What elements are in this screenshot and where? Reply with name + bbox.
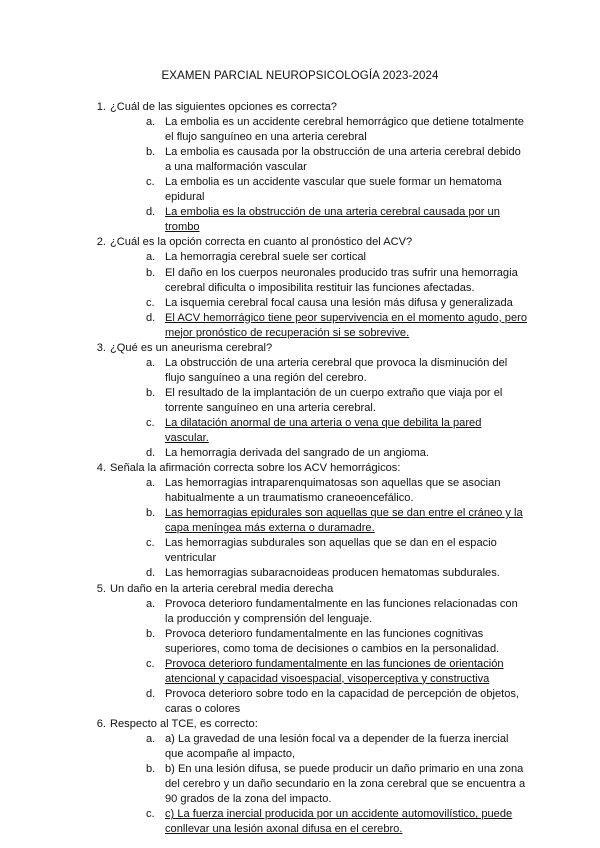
option-text: La obstrucción de una arteria cerebral que provoca la disminución del flujo sanguíneo a una región del cerebro. — [165, 356, 508, 384]
option-text: La isquemia cerebral focal causa una lesión más difusa y generalizada — [165, 296, 513, 309]
option-text: La embolia es un accidente cerebral hemorrágico que detiene totalmente el flujo sanguíneo en una arteria cerebral — [165, 116, 524, 144]
answer-option — [110, 386, 528, 416]
answer-option — [110, 205, 528, 235]
option-letter: d. — [146, 567, 156, 580]
answer-options — [110, 356, 528, 461]
option-letter: c. — [146, 296, 155, 309]
option-letter: a. — [146, 597, 156, 610]
answer-option — [110, 506, 528, 536]
option-text: La embolia es un accidente vascular que suele formar un hematoma epidural — [165, 176, 502, 204]
question-text: ¿Qué es un aneurisma cerebral? — [110, 341, 273, 354]
answer-option — [110, 115, 528, 145]
question-number: 6. — [96, 717, 106, 730]
answer-option — [110, 657, 528, 687]
option-text: Provoca deterioro sobre todo en la capacidad de percepción de objetos, caras o colores — [165, 687, 520, 715]
option-letter: c. — [146, 657, 155, 670]
exam-title: EXAMEN PARCIAL NEUROPSICOLOGÍA 2023-2024 — [161, 70, 439, 82]
answer-option — [110, 311, 528, 341]
answer-option — [110, 145, 528, 175]
option-letter: a. — [146, 251, 156, 264]
answer-options — [110, 732, 528, 837]
option-letter: c. — [146, 416, 155, 429]
answer-option — [110, 446, 528, 461]
option-text: Las hemorragias subaracnoideas producen hematomas subdurales. — [165, 567, 500, 580]
correct-answer-text: Las hemorragias epidurales son aquellas que se dan entre el cráneo y la capa meníngea más externa o duramadre. — [165, 507, 523, 535]
option-text: b) En una lesión difusa, se puede producir un daño primario en una zona del cerebro y un daño secundario en la zona cerebral que se encuentra a 90 grados de la zona del impacto. — [165, 763, 526, 806]
answer-options — [110, 115, 528, 235]
option-letter: b. — [146, 763, 156, 776]
correct-answer-text: La dilatación anormal de una arteria o vena que debilita la pared vascular. — [165, 416, 482, 445]
answer-option — [110, 566, 528, 581]
answer-option — [110, 250, 528, 265]
correct-answer-text: La embolia es la obstrucción de una arteria cerebral causada por un trombo — [165, 206, 500, 234]
option-text: La embolia es causada por la obstrucción de una arteria cerebral debido a una malformación vascular — [165, 146, 521, 174]
option-letter: a. — [146, 116, 156, 129]
answer-option — [110, 762, 528, 807]
option-letter: b. — [146, 146, 156, 159]
answer-option — [110, 476, 528, 506]
question-text: ¿Cuál es la opción correcta en cuanto al pronóstico del ACV? — [110, 236, 413, 249]
answer-options — [110, 597, 528, 717]
question-number: 5. — [96, 582, 106, 595]
answer-option — [110, 416, 528, 446]
question-text: Respecto al TCE, es correcto: — [110, 717, 258, 730]
question-list — [88, 100, 528, 837]
correct-answer-text: El ACV hemorrágico tiene peor supervivencia en el momento agudo, pero mejor pronóstico de recuperación si se sobrevive. — [165, 311, 527, 339]
question-text: ¿Cuál de las siguientes opciones es correcta? — [110, 101, 337, 113]
question-6 — [88, 717, 528, 837]
option-letter: d. — [146, 687, 156, 700]
answer-option — [110, 536, 528, 566]
question-number: 3. — [96, 341, 106, 354]
option-letter: b. — [146, 266, 156, 279]
question-4 — [88, 461, 528, 581]
option-letter: b. — [146, 627, 156, 640]
answer-option — [110, 597, 528, 627]
answer-option — [110, 807, 528, 837]
option-text: Provoca deterioro fundamentalmente en las funciones relacionadas con la producción y comprensión del lenguaje. — [165, 597, 518, 625]
option-text: La hemorragia cerebral suele ser cortical — [165, 251, 367, 264]
answer-option — [110, 175, 528, 205]
option-text: a) La gravedad de una lesión focal va a depender de la fuerza inercial que acompañe al impacto, — [165, 732, 509, 761]
option-letter: d. — [146, 447, 156, 460]
option-letter: a. — [146, 356, 156, 369]
answer-options — [110, 476, 528, 581]
option-letter: d. — [146, 206, 156, 219]
option-letter: a. — [146, 732, 156, 745]
option-text: El daño en los cuerpos neuronales producido tras sufrir una hemorragia cerebral dificulta o imposibilita restituir las funciones afectadas. — [165, 266, 518, 294]
option-text: Las hemorragias intraparenquimatosas son aquellas que se asocian habitualmente a un traumatismo craneoencefálico. — [165, 477, 501, 505]
answer-option — [110, 732, 528, 762]
question-number: 4. — [96, 462, 106, 475]
answer-option — [110, 296, 528, 311]
option-letter: b. — [146, 507, 156, 520]
answer-option — [110, 266, 528, 296]
question-number: 2. — [96, 236, 106, 249]
option-text: Las hemorragias subdurales son aquellas que se dan en el espacio ventricular — [165, 537, 497, 565]
correct-answer-text: c) La fuerza inercial producida por un accidente automovilístico, puede conllevar una lesión axonal difusa en el cerebro. — [165, 808, 513, 836]
question-3 — [88, 341, 528, 461]
correct-answer-text: Provoca deterioro fundamentalmente en las funciones de orientación atencional y capacidad visoespacial, visoperceptiva y constructiva — [165, 657, 504, 685]
answer-options — [110, 250, 528, 340]
question-1 — [88, 100, 528, 235]
option-letter: a. — [146, 477, 156, 490]
option-text: El resultado de la implantación de un cuerpo extraño que viaja por el torrente sanguíneo en una arteria cerebral. — [165, 386, 503, 414]
question-text: Señala la afirmación correcta sobre los ACV hemorrágicos: — [110, 462, 401, 475]
question-2 — [88, 235, 528, 340]
option-letter: c. — [146, 537, 155, 550]
answer-option — [110, 687, 528, 717]
question-text: Un daño en la arteria cerebral media derecha — [110, 582, 334, 595]
option-letter: d. — [146, 311, 156, 324]
option-letter: c. — [146, 808, 155, 821]
question-number: 1. — [96, 101, 106, 113]
option-letter: c. — [146, 176, 155, 189]
option-text: Provoca deterioro fundamentalmente en las funciones cognitivas superiores, como toma de decisiones o cambios en la personalidad. — [165, 627, 500, 655]
option-text: La hemorragia derivada del sangrado de un angioma. — [165, 447, 429, 460]
option-letter: b. — [146, 386, 156, 399]
answer-option — [110, 356, 528, 386]
question-5 — [88, 582, 528, 717]
answer-option — [110, 627, 528, 657]
